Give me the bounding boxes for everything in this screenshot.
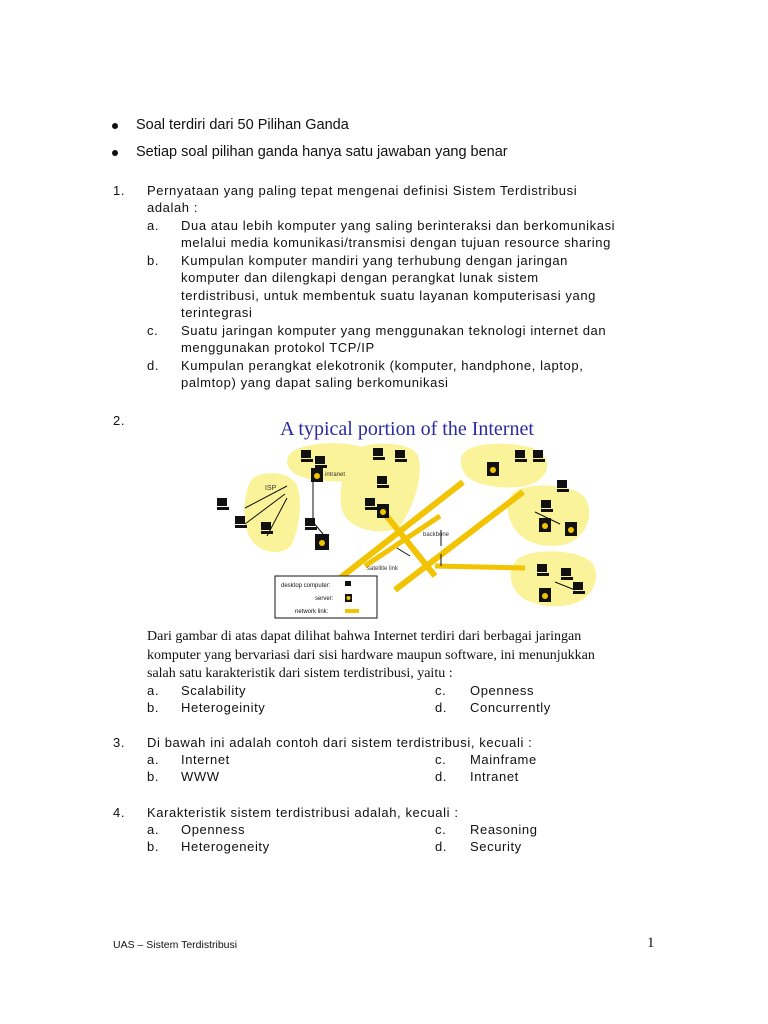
satellite-label: satellite link (367, 566, 399, 572)
arrow (397, 548, 410, 556)
backbone-label: backbone (423, 532, 450, 538)
option-text: Heterogeneity (181, 839, 270, 854)
question-3 (0, 734, 768, 790)
option-text: Internet (181, 752, 230, 767)
option-text: Heterogeinity (181, 700, 266, 715)
legend-link: network link: (295, 609, 329, 615)
option-text: Scalability (181, 683, 247, 698)
option-text: Openness (181, 822, 246, 837)
option-d-text: Kumpulan perangkat elekotronik (komputer, handphone, laptop, (181, 358, 584, 373)
question-stem: Karakteristik sistem terdistribusi adalah, kecuali : (147, 805, 459, 820)
option-d-text: palmtop) yang dapat saling berkomunikasi (181, 375, 449, 390)
option-letter: d. (435, 769, 448, 784)
internet-diagram (205, 406, 605, 620)
figure-title: A typical portion of the Internet (280, 418, 534, 440)
option-letter: d. (435, 700, 448, 715)
bullet-2: Setiap soal pilihan ganda hanya satu jawaban yang benar (136, 144, 508, 160)
option-c-text: menggunakan protokol TCP/IP (181, 340, 375, 355)
question-number: 2. (113, 413, 126, 428)
option-letter: b. (147, 839, 160, 854)
question-stem: adalah : (147, 200, 199, 215)
option-letter: b. (147, 253, 160, 268)
paragraph-line: Dari gambar di atas dapat dilihat bahwa Internet terdiri dari berbagai jaringan (147, 629, 582, 644)
option-b-text: Kumpulan komputer mandiri yang terhubung dengan jaringan (181, 253, 568, 268)
option-letter: c. (435, 822, 447, 837)
bullet-dot (112, 123, 118, 129)
option-letter: a. (147, 218, 160, 233)
footer-title: UAS – Sistem Terdistribusi (113, 939, 238, 951)
option-letter: a. (147, 683, 160, 698)
page-number: 1 (647, 935, 655, 951)
option-letter: c. (147, 323, 159, 338)
question-2-paragraph (147, 628, 667, 684)
legend-desktop: desktop computer: (281, 583, 331, 589)
option-letter: a. (147, 752, 160, 767)
bullet-1: Soal terdiri dari 50 Pilihan Ganda (136, 117, 349, 133)
option-letter: d. (147, 358, 160, 373)
option-letter: a. (147, 822, 160, 837)
option-b-text: terdistribusi, untuk membentuk suatu layanan komputerisasi yang (181, 288, 596, 303)
backbone-link (395, 492, 523, 590)
option-c-text: Suatu jaringan komputer yang menggunakan teknologi internet dan (181, 323, 607, 338)
option-text: Concurrently (470, 700, 551, 715)
option-a-text: Dua atau lebih komputer yang saling berinteraksi dan berkomunikasi (181, 218, 616, 233)
intranet-cloud (511, 551, 596, 606)
option-text: WWW (181, 769, 220, 784)
option-text: Openness (470, 683, 535, 698)
intranet-label: intranet (325, 472, 346, 478)
option-letter: c. (435, 683, 447, 698)
option-letter: c. (435, 752, 447, 767)
question-number: 3. (113, 735, 126, 750)
question-number: 4. (113, 805, 126, 820)
option-text: Intranet (470, 769, 519, 784)
option-b-text: terintegrasi (181, 305, 253, 320)
paragraph-line: salah satu karakteristik dari sistem terdistribusi, yaitu : (147, 666, 453, 681)
question-2-options (0, 682, 768, 722)
option-text: Reasoning (470, 822, 538, 837)
question-stem: Di bawah ini adalah contoh dari sistem terdistribusi, kecuali : (147, 735, 533, 750)
option-text: Mainframe (470, 752, 537, 767)
option-a-text: melalui media komunikasi/transmisi dengan tujuan resource sharing (181, 235, 611, 250)
option-letter: b. (147, 700, 160, 715)
question-number: 1. (113, 183, 126, 198)
paragraph-line: komputer yang bervariasi dari sisi hardware maupun software, ini menunjukkan (147, 647, 595, 663)
backbone-link (435, 566, 525, 568)
option-letter: d. (435, 839, 448, 854)
legend-server: server: (315, 596, 334, 602)
question-4 (0, 804, 768, 860)
option-letter: b. (147, 769, 160, 784)
option-b-text: komputer dan dilengkapi dengan perangkat lunak sistem (181, 270, 539, 285)
question-stem: Pernyataan yang paling tepat mengenai definisi Sistem Terdistribusi (147, 183, 578, 198)
bullet-dot (112, 150, 118, 156)
option-text: Security (470, 839, 522, 854)
isp-label: ISP (265, 485, 277, 492)
